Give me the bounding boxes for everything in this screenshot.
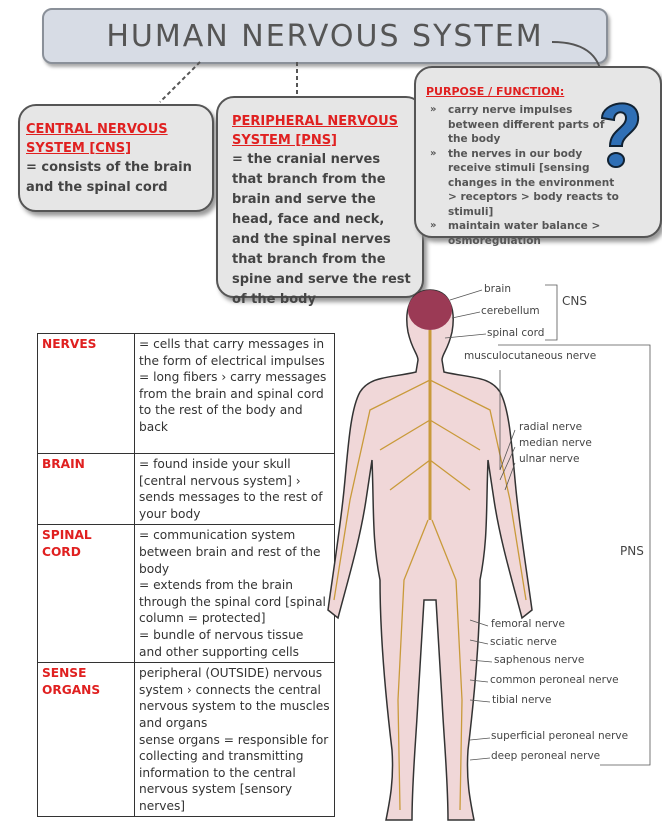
pns-bubble bbox=[216, 96, 424, 307]
cns-bubble bbox=[18, 104, 214, 212]
label-superficial-peroneal: superficial peroneal nerve bbox=[491, 730, 629, 742]
cns-text: = consists of the brain and the spinal cord bbox=[26, 160, 192, 195]
label-ulnar: ulnar nerve bbox=[519, 453, 580, 465]
human-body-illustration bbox=[300, 280, 560, 830]
group-pns: PNS bbox=[620, 544, 644, 558]
term: SENSE ORGANS bbox=[38, 663, 135, 817]
table-row bbox=[38, 334, 335, 454]
label-spinal-cord: spinal cord bbox=[487, 327, 545, 339]
purpose-bubble bbox=[414, 66, 662, 247]
definition: = cells that carry messages in the form of electrical impulses = long fibers › carry messages from the brain and spinal cord to the rest of the body and back bbox=[135, 334, 335, 454]
label-tibial: tibial nerve bbox=[492, 694, 552, 706]
label-saphenous: saphenous nerve bbox=[494, 654, 585, 666]
table-row bbox=[38, 525, 335, 663]
label-sciatic: sciatic nerve bbox=[490, 636, 557, 648]
terms-table bbox=[37, 333, 335, 817]
question-mark-icon bbox=[594, 96, 644, 172]
arrow-to-cns bbox=[160, 62, 200, 102]
label-radial: radial nerve bbox=[519, 421, 583, 433]
purpose-heading: PURPOSE / FUNCTION: bbox=[426, 85, 565, 98]
term: NERVES bbox=[38, 334, 135, 454]
label-brain: brain bbox=[484, 283, 511, 295]
definition: = communication system between brain and rest of the body = extends from the brain through the spinal cord [spinal column = protected] = bundle of nervous tissue and other supporting cells bbox=[135, 525, 335, 663]
term: SPINAL CORD bbox=[38, 525, 135, 663]
term: BRAIN bbox=[38, 454, 135, 525]
label-common-peroneal: common peroneal nerve bbox=[490, 674, 619, 686]
table-row bbox=[38, 663, 335, 817]
purpose-item: » the nerves in our body receive stimuli [sensing changes in the environment > receptors > body reacts to stimuli] bbox=[426, 147, 620, 220]
definition: peripheral (OUTSIDE) nervous system › connects the central nervous system to the muscles and organs sense organs = responsible for collecting and transmitting information to the central nervous system [sensory nerves] bbox=[135, 663, 335, 817]
label-deep-peroneal: deep peroneal nerve bbox=[491, 750, 601, 762]
brain-icon bbox=[408, 290, 452, 330]
label-femoral: femoral nerve bbox=[491, 618, 565, 630]
label-musculocutaneous: musculocutaneous nerve bbox=[464, 350, 597, 362]
label-cerebellum: cerebellum bbox=[481, 305, 540, 317]
purpose-item: » carry nerve impulses between different parts of the body bbox=[426, 103, 620, 147]
definition: = found inside your skull [central nervous system] › sends messages to the rest of your body bbox=[135, 454, 335, 525]
table-row bbox=[38, 454, 335, 525]
label-median: median nerve bbox=[519, 437, 592, 449]
pns-text: = the cranial nerves that branch from the brain and serve the head, face and neck, and the spinal nerves that branch from the spine and serve the rest of the body bbox=[232, 152, 411, 307]
purpose-item: » maintain water balance > osmoregulation bbox=[426, 219, 620, 248]
group-cns: CNS bbox=[562, 294, 587, 308]
page-title: HUMAN NERVOUS SYSTEM bbox=[106, 18, 544, 54]
pns-heading: PERIPHERAL NERVOUS SYSTEM [PNS] bbox=[232, 114, 398, 148]
cns-heading: CENTRAL NERVOUS SYSTEM [CNS] bbox=[26, 122, 168, 156]
